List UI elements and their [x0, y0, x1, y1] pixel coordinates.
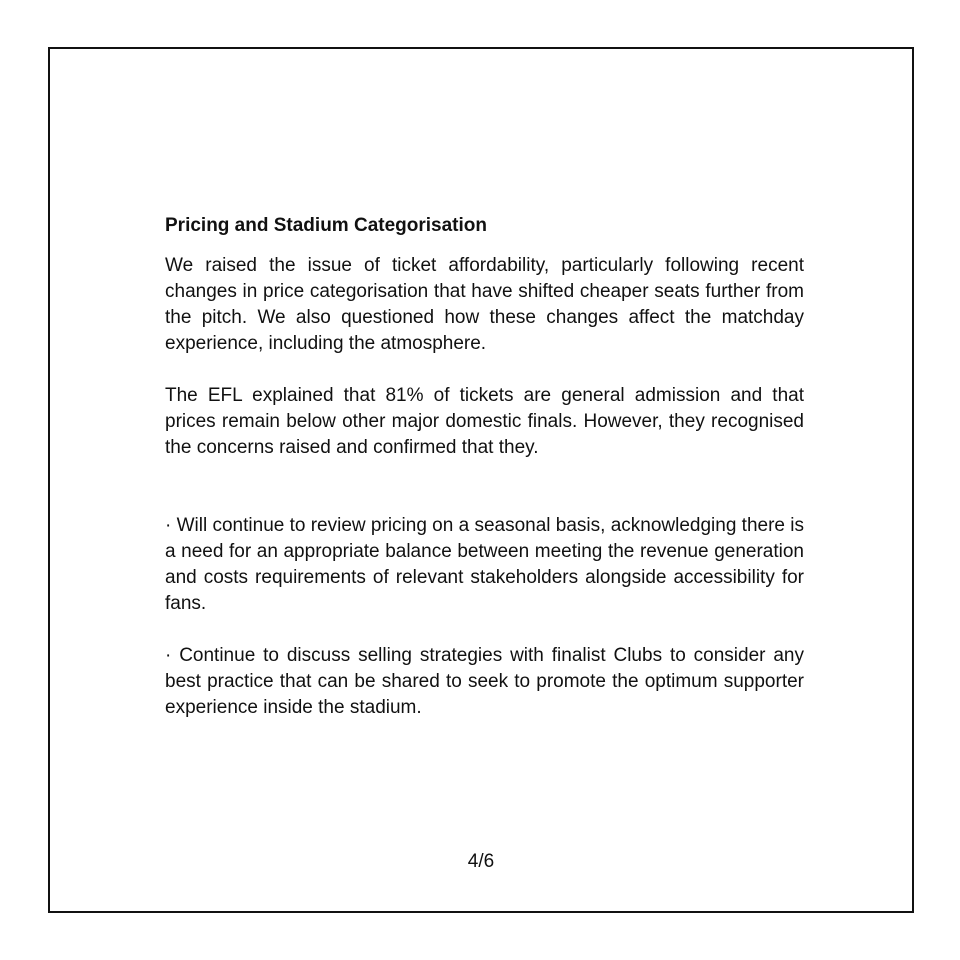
paragraph-affordability: We raised the issue of ticket affordability, particularly following recent changes in price categorisation that have shifted cheaper seats further from the pitch. We also questioned how these changes affect the matchday experience, including the atmosphere. [165, 255, 804, 354]
document-body [165, 213, 804, 747]
bullet-selling-strategies: · Continue to discuss selling strategies with finalist Clubs to consider any best practice that can be shared to seek to promote the optimum supporter experience inside the stadium. [165, 645, 804, 718]
page-frame [48, 47, 914, 913]
page-number: 4/6 [467, 851, 495, 872]
paragraph-efl-response: The EFL explained that 81% of tickets are general admission and that prices remain below other major domestic finals. However, they recognised the concerns raised and confirmed that they. [165, 385, 804, 458]
bullet-review-pricing: · Will continue to review pricing on a seasonal basis, acknowledging there is a need for an appropriate balance between meeting the revenue generation and costs requirements of relevant stakeholders alongside accessibility for fans. [165, 515, 804, 614]
section-heading: Pricing and Stadium Categorisation [165, 215, 487, 236]
